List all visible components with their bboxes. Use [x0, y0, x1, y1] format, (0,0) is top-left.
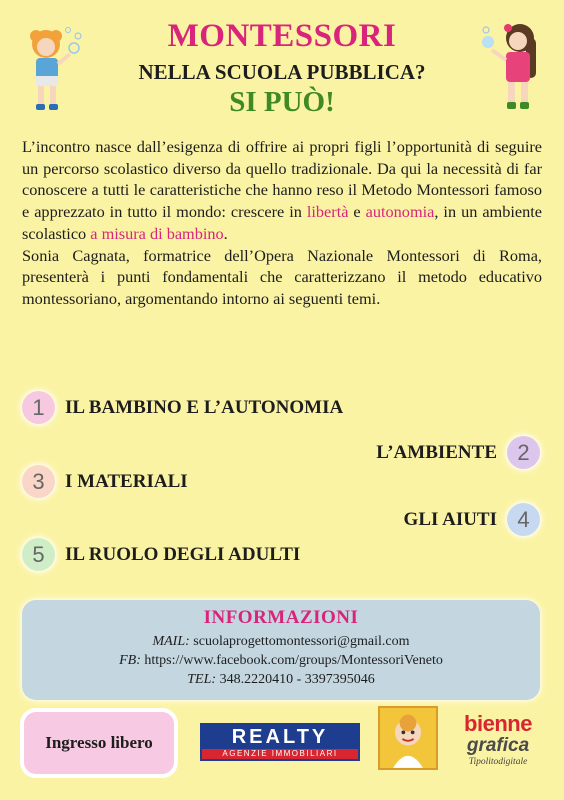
info-title: INFORMAZIONI: [203, 607, 359, 628]
realty-logo-text: REALTY: [202, 725, 358, 749]
grafica-logo-text: grafica: [466, 735, 530, 756]
info-tel-line: [22, 670, 540, 689]
highlight-liberta: libertà: [306, 202, 349, 222]
highlight-misura-bambino: a misura di bambino: [90, 223, 224, 243]
mail-link[interactable]: scuolaprogettomontessori@gmail.com: [193, 634, 410, 649]
bienne-logo-text: bienne: [464, 711, 532, 736]
fb-label: FB:: [119, 653, 141, 668]
topic-5: [22, 538, 310, 571]
highlight-autonomia: autonomia: [365, 202, 435, 222]
intro-part1: L’incontro nasce dall’esigenza di offrire ai propri figli l’opportunità di seguire un percorso scolastico diverso da quello tradizionale. Da qui la necessità di far conoscere a tutti le caratteristiche che hanno reso il Metodo Montessori famoso e apprezzato in tutto il mondo: crescere in: [22, 137, 542, 222]
bienne-grafica-logo: [450, 712, 546, 774]
info-fb-line: [22, 651, 540, 670]
topic-1: [22, 391, 353, 424]
page-subtitle: NELLA SCUOLA PUBBLICA?: [138, 60, 426, 84]
page-title: MONTESSORI: [167, 18, 397, 54]
topic-label-3: I MATERIALI: [65, 470, 188, 492]
realty-logo-subtext: AGENZIE IMMOBILIARI: [202, 749, 358, 759]
page-tagline: SI PUÒ!: [229, 86, 335, 118]
topic-label-4: GLI AIUTI: [403, 508, 497, 530]
topic-number-4: 4: [507, 503, 540, 536]
mascot-logo-icon: [378, 706, 438, 770]
topic-label-2: L’AMBIENTE: [376, 441, 497, 463]
topic-label-5: IL RUOLO DEGLI ADULTI: [65, 543, 301, 565]
intro-text: [22, 136, 542, 310]
intro-second-paragraph: Sonia Cagnata, formatrice dell’Opera Nazionale Montessori di Roma, presenterà i punti fondamentali che caratterizzano il metodo educativo montessoriano, argomentando intorno ai seguenti temi.: [22, 245, 542, 308]
realty-logo: [200, 723, 360, 761]
tipolitodigitale-text: Tipolitodigitale: [468, 757, 528, 767]
info-mail-line: [22, 632, 540, 651]
free-entry-badge: Ingresso libero: [20, 708, 178, 778]
tel-label: TEL:: [187, 672, 217, 687]
intro-part4: .: [223, 223, 228, 243]
topic-4: [394, 503, 540, 536]
topic-number-3: 3: [22, 465, 55, 498]
fb-link[interactable]: https://www.facebook.com/groups/MontessoriVeneto: [144, 653, 443, 668]
topic-label-1: IL BAMBINO E L’AUTONOMIA: [65, 396, 344, 418]
topic-2: [366, 436, 540, 469]
intro-part2: e: [348, 202, 366, 222]
intro-part3: , in un ambiente scolastico: [22, 202, 542, 243]
topic-3: [22, 465, 198, 498]
topic-number-1: 1: [22, 391, 55, 424]
mail-label: MAIL:: [152, 634, 190, 649]
tel-value: 348.2220410 - 3397395046: [219, 672, 375, 687]
topic-number-2: 2: [507, 436, 540, 469]
topic-number-5: 5: [22, 538, 55, 571]
info-box: [22, 600, 540, 700]
